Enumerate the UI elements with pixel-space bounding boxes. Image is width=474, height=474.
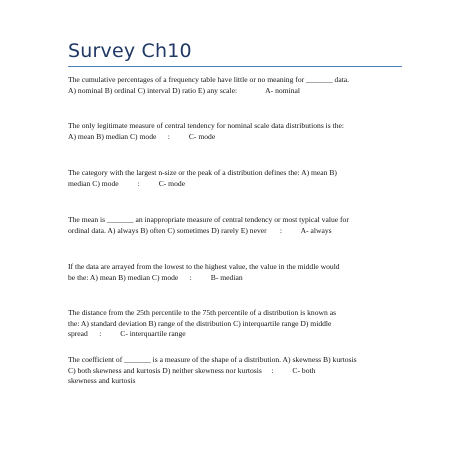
- question-1-line-2: A) nominal B) ordinal C) interval D) ratio E) any scale: A- nominal: [68, 85, 300, 95]
- question-2-line-1: The only legitimate measure of central tendency for nominal scale data distributions is the:: [68, 121, 345, 130]
- question-5-line-2: be the: A) mean B) median C) mode : B- median: [68, 272, 243, 282]
- question-6-line-2: the: A) standard deviation B) range of the distribution C) interquartile range D) middle: [68, 318, 332, 328]
- question-3-line-2: median C) mode : C- mode: [68, 178, 186, 188]
- question-7-line-3: skewness and kurtosis: [68, 376, 136, 385]
- question-5-line-1: If the data are arrayed from the lowest to the highest value, the value in the middle would: [68, 262, 340, 271]
- question-2-line-2: A) mean B) median C) mode : C- mode: [68, 131, 216, 141]
- document-title: Survey Ch10: [68, 40, 192, 62]
- question-1-line-1: The cumulative percentages of a frequency table have little or no meaning for _______ data.: [68, 75, 350, 84]
- question-4: [68, 215, 408, 236]
- question-4-line-1: The mean is _______ an inappropriate measure of central tendency or most typical value for: [68, 215, 349, 224]
- question-3-line-1: The category with the largest n-size or the peak of a distribution defines the: A) mean B): [68, 168, 337, 177]
- question-6-line-1: The distance from the 25th percentile to the 75th percentile of a distribution is known as: [68, 308, 337, 317]
- question-5: [68, 262, 408, 283]
- question-6-line-3: spread : C- interquartile range: [68, 329, 186, 338]
- question-4-line-2: ordinal data. A) always B) often C) sometimes D) rarely E) never : A- always: [68, 225, 332, 235]
- question-1: [68, 75, 408, 96]
- question-7: [68, 355, 408, 387]
- question-2: [68, 121, 408, 142]
- title-underline: [68, 66, 402, 67]
- question-6: [68, 308, 408, 340]
- question-3: [68, 168, 408, 189]
- question-7-line-2: C) both skewness and kurtosis D) neither skewness nor kurtosis : C- both: [68, 365, 316, 375]
- question-7-line-1: The coefficient of _______ is a measure of the shape of a distribution. A) skewness B) kurtosis: [68, 355, 357, 364]
